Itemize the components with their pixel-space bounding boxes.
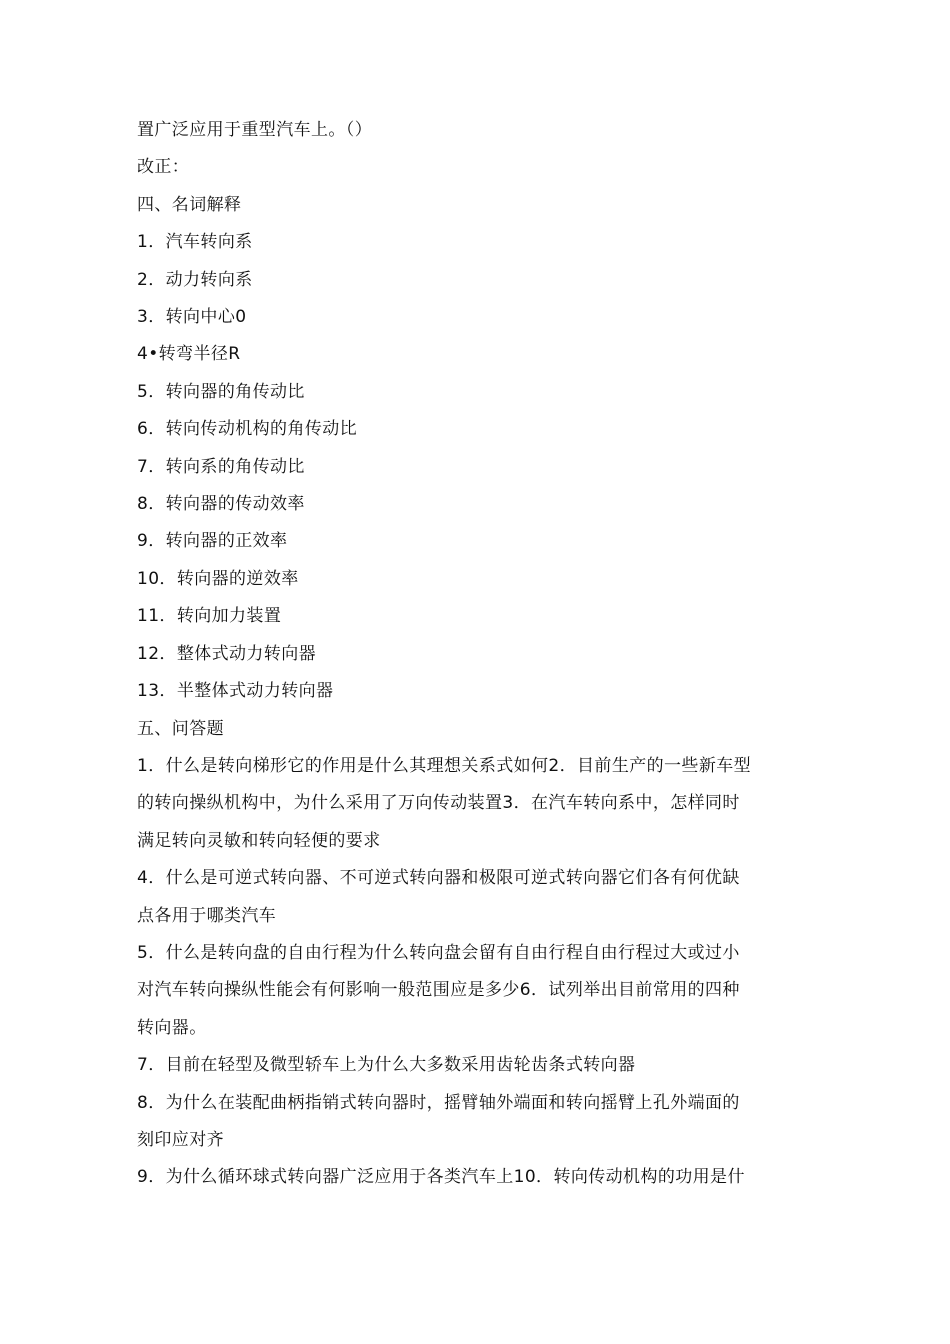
question-paragraph bbox=[137, 1085, 827, 1160]
term-item: 12．整体式动力转向器 bbox=[137, 643, 317, 664]
question-line: 7．目前在轻型及微型轿车上为什么大多数采用齿轮齿条式转向器 bbox=[137, 1055, 636, 1076]
question-paragraph bbox=[137, 935, 827, 1047]
term-item: 2．动力转向系 bbox=[137, 269, 253, 290]
question-line: 9．为什么循环球式转向器广泛应用于各类汽车上10．转向传动机构的功用是什 bbox=[137, 1167, 745, 1188]
question-line: 5．什么是转向盘的自由行程为什么转向盘会留有自由行程自由行程过大或过小 bbox=[137, 942, 740, 963]
document-body bbox=[137, 112, 827, 1197]
term-item: 9．转向器的正效率 bbox=[137, 531, 288, 552]
question-line: 转向器。 bbox=[137, 1017, 207, 1038]
term-item: 5．转向器的角传动比 bbox=[137, 381, 305, 402]
correction-label: 改正： bbox=[137, 157, 190, 178]
text-line: 置广泛应用于重型汽车上。（） bbox=[137, 120, 373, 140]
question-line: 刻印应对齐 bbox=[137, 1129, 224, 1150]
term-item: 6．转向传动机构的角传动比 bbox=[137, 419, 358, 440]
question-line: 对汽车转向操纵性能会有何影响一般范围应是多少6．试列举出目前常用的四种 bbox=[137, 980, 740, 1001]
question-line: 满足转向灵敏和转向轻便的要求 bbox=[137, 830, 381, 851]
question-paragraph bbox=[137, 1159, 827, 1196]
question-line: 8．为什么在装配曲柄指销式转向器时，摇臂轴外端面和转向摇臂上孔外端面的 bbox=[137, 1092, 740, 1113]
term-item: 10．转向器的逆效率 bbox=[137, 568, 299, 589]
term-item: 1．汽车转向系 bbox=[137, 232, 253, 253]
question-line: 4．什么是可逆式转向器、不可逆式转向器和极限可逆式转向器它们各有何优缺 bbox=[137, 868, 740, 889]
question-line: 的转向操纵机构中，为什么采用了万向传动装置3．在汽车转向系中，怎样同时 bbox=[137, 793, 740, 814]
section-heading: 四、名词解释 bbox=[137, 194, 242, 215]
term-item: 13．半整体式动力转向器 bbox=[137, 681, 334, 702]
term-item: 7．转向系的角传动比 bbox=[137, 456, 305, 477]
question-line: 1．什么是转向梯形它的作用是什么其理想关系式如何2．目前生产的一些新车型 bbox=[137, 755, 752, 776]
term-item: 3．转向中心0 bbox=[137, 307, 247, 328]
term-item: 8．转向器的传动效率 bbox=[137, 494, 305, 515]
section-heading: 五、问答题 bbox=[137, 718, 224, 739]
question-paragraph bbox=[137, 1047, 827, 1084]
question-paragraph bbox=[137, 748, 827, 860]
question-line: 点各用于哪类汽车 bbox=[137, 905, 277, 926]
term-item: 11．转向加力装置 bbox=[137, 606, 282, 627]
term-item: 4•转弯半径R bbox=[137, 344, 241, 365]
question-paragraph bbox=[137, 860, 827, 935]
